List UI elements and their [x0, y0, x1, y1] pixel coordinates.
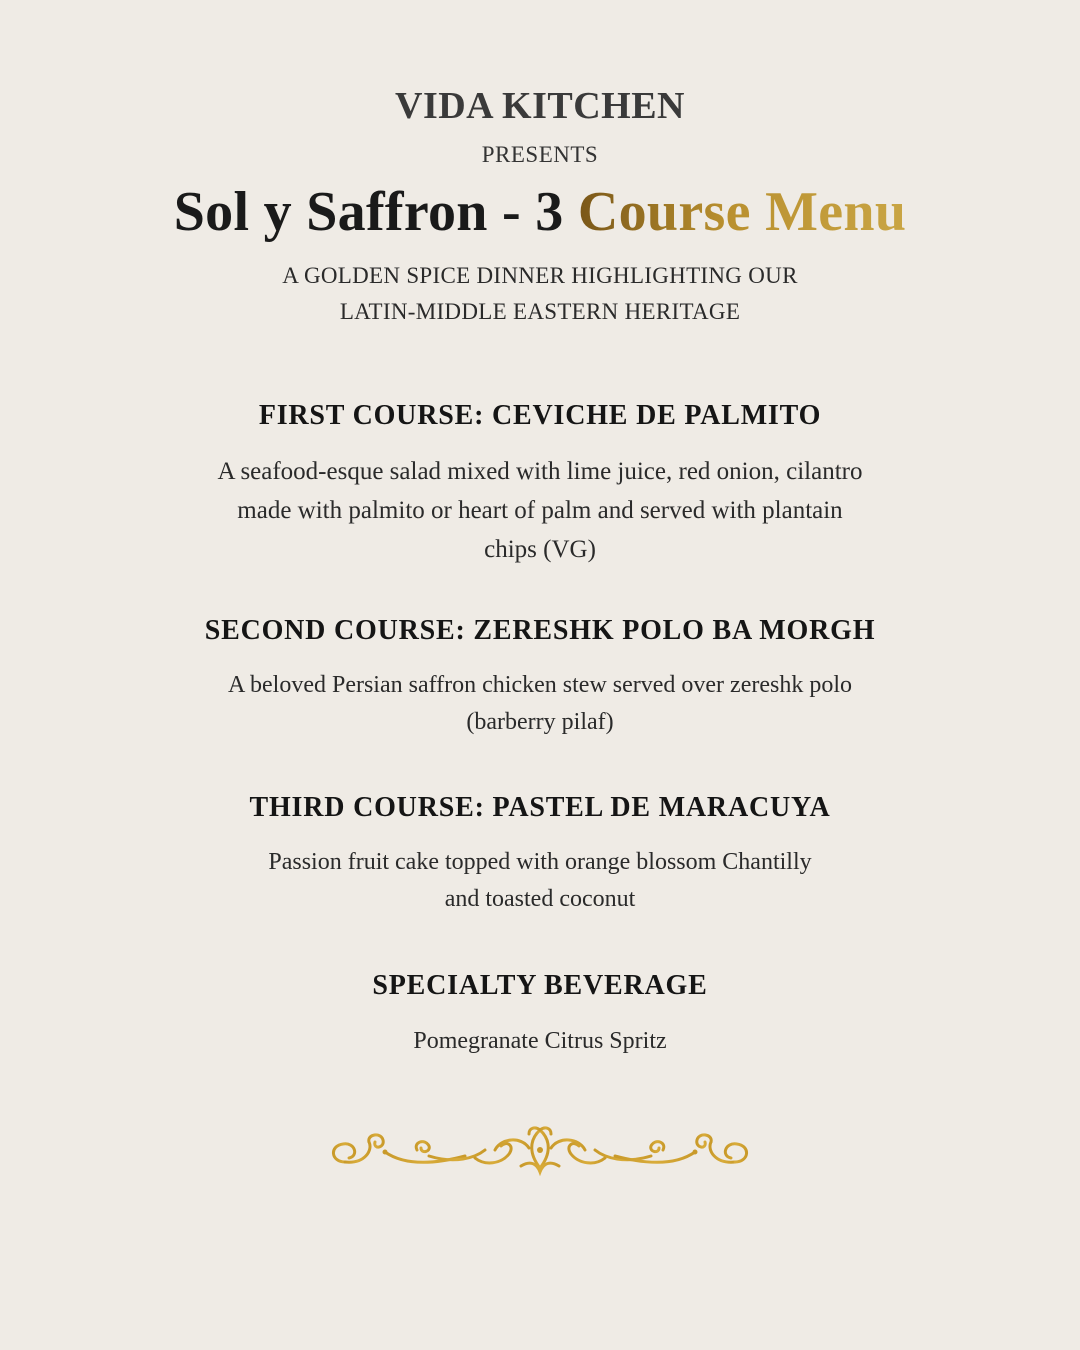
course-heading-second: SECOND COURSE: ZERESHK POLO BA MORGH: [204, 615, 876, 646]
description-line: made with palmito or heart of palm and served with plantain: [237, 497, 843, 524]
course-heading-beverage: SPECIALTY BEVERAGE: [372, 970, 708, 1001]
menu-title: [0, 180, 1080, 244]
course-description-third: [230, 844, 850, 918]
description-line: Passion fruit cake topped with orange blossom Chantilly: [268, 849, 812, 875]
menu-subtitle: [240, 258, 840, 330]
brand-name: VIDA KITCHEN: [395, 85, 685, 127]
description-line: (barberry pilaf): [466, 709, 614, 735]
course-description-second: [200, 667, 880, 741]
description-line: chips (VG): [484, 536, 596, 563]
description-line: A seafood-esque salad mixed with lime juice, red onion, cilantro: [217, 458, 863, 485]
menu-title-accent: Course Menu: [577, 181, 907, 243]
description-line: and toasted coconut: [444, 886, 636, 912]
gold-flourish-divider-icon: [325, 1120, 755, 1180]
course-description-beverage: [240, 1022, 840, 1061]
description-line: A beloved Persian saffron chicken stew served over zereshk polo: [227, 672, 853, 698]
menu-title-main: Sol y Saffron - 3: [173, 181, 578, 243]
subtitle-line: A GOLDEN SPICE DINNER HIGHLIGHTING OUR: [282, 263, 798, 288]
course-heading-third: THIRD COURSE: PASTEL DE MARACUYA: [249, 792, 831, 823]
presents-label: PRESENTS: [481, 142, 599, 167]
subtitle-line: LATIN-MIDDLE EASTERN HERITAGE: [339, 299, 741, 324]
course-heading-first: FIRST COURSE: CEVICHE DE PALMITO: [258, 400, 822, 431]
description-line: Pomegranate Citrus Spritz: [413, 1028, 667, 1054]
course-description-first: [180, 452, 900, 569]
